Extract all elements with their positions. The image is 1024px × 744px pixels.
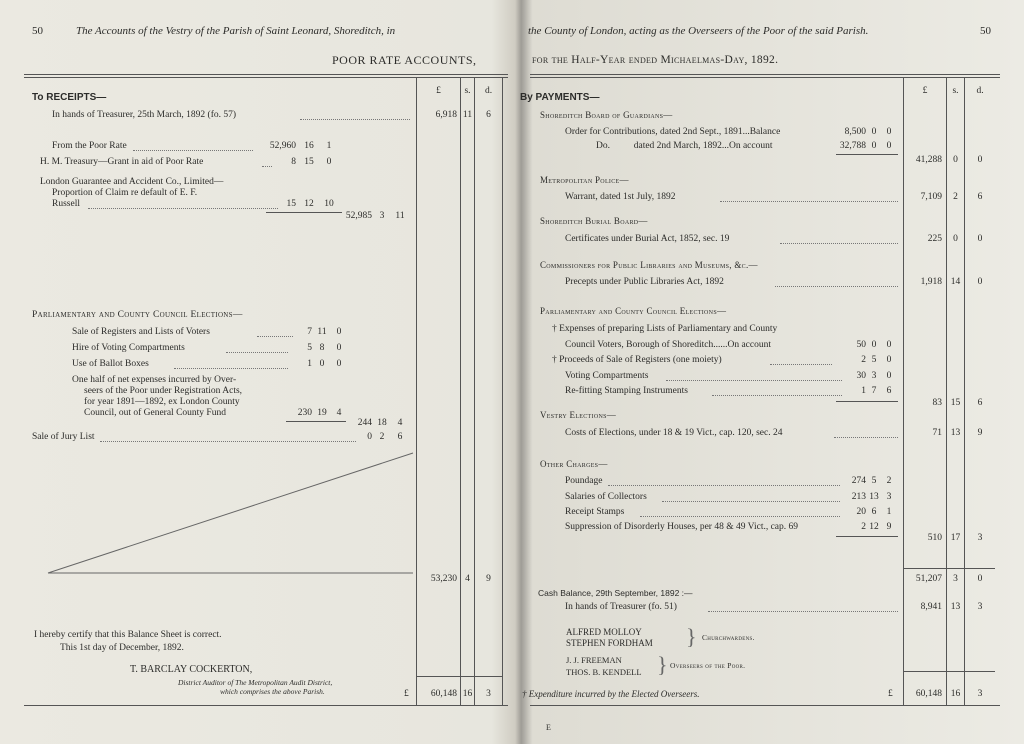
burial-pounds: 225 xyxy=(927,234,942,244)
other-heading: Other Charges— xyxy=(540,459,608,469)
half-expenses-line-2: seers of the Poor under Registration Acts, xyxy=(84,386,243,396)
poor-rate-pence: 1 xyxy=(326,141,332,151)
jury-list-pence: 6 xyxy=(397,432,403,442)
burial-pence: 0 xyxy=(977,234,983,244)
proceeds-pounds: 2 xyxy=(861,355,866,365)
jury-list-pounds: 0 xyxy=(367,432,372,442)
footnote: † Expenditure incurred by the Elected Overseers. xyxy=(522,689,700,699)
footer-signature-mark: E xyxy=(546,723,551,732)
hm-treasury-pence: 0 xyxy=(326,157,332,167)
half-expenses-line-4: Council, out of General County Fund xyxy=(84,408,226,418)
ballot-boxes-pence: 0 xyxy=(336,359,342,369)
guardians-2-shillings: 0 xyxy=(871,141,877,151)
vestry-shillings: 13 xyxy=(950,428,961,438)
hire-voting-pence: 0 xyxy=(336,343,342,353)
burial-label: Certificates under Burial Act, 1852, sec. 19 xyxy=(565,234,730,244)
cash-pounds: 8,941 xyxy=(920,602,942,612)
treasurer-shillings: 11 xyxy=(462,110,473,120)
poundage-pounds: 274 xyxy=(851,476,866,486)
cash-shillings: 13 xyxy=(950,602,961,612)
guarantee-line-3: Russell xyxy=(52,199,80,209)
expenses-pence: 0 xyxy=(886,340,892,350)
libraries-label: Precepts under Public Libraries Act, 1892 xyxy=(565,277,724,287)
churchwardens-role: Churchwardens. xyxy=(702,633,755,642)
leader-dots xyxy=(708,611,898,612)
receipt-stamps-pounds: 20 xyxy=(856,507,866,517)
guardians-1-pounds: 8,500 xyxy=(844,127,866,137)
cash-pence: 3 xyxy=(977,602,983,612)
col-head-shilling: s. xyxy=(952,86,959,96)
overseer-2: THOS. B. KENDELL xyxy=(566,667,642,677)
half-expenses-line-1: One half of net expenses incurred by Over- xyxy=(72,375,237,385)
leader-dots xyxy=(770,364,832,365)
ballot-boxes-label: Use of Ballot Boxes xyxy=(72,359,149,369)
sale-registers-label: Sale of Registers and Lists of Voters xyxy=(72,327,210,337)
hire-voting-pounds: 5 xyxy=(307,343,312,353)
jury-list-label: Sale of Jury List xyxy=(32,432,95,442)
expenses-pounds: 50 xyxy=(856,340,866,350)
payments-total-pence: 0 xyxy=(977,574,983,584)
libraries-pounds: 1,918 xyxy=(920,277,942,287)
receipt-stamps-shillings: 6 xyxy=(871,507,877,517)
receipts-heading: To RECEIPTS— xyxy=(32,92,107,103)
other-rule xyxy=(836,536,898,537)
guardians-total-shillings: 0 xyxy=(953,155,958,165)
suppression-shillings: 12 xyxy=(869,522,879,532)
leader-dots xyxy=(608,485,840,486)
salaries-pence: 3 xyxy=(886,492,892,502)
cash-balance-heading: Cash Balance, 29th September, 1892 :— xyxy=(538,588,693,598)
receipts-grand-shillings: 16 xyxy=(462,689,473,699)
suppression-label: Suppression of Disorderly Houses, per 48 & 49 Vict., cap. 69 xyxy=(565,522,799,532)
hire-voting-label: Hire of Voting Compartments xyxy=(72,343,185,353)
receipts-elections-heading: Parliamentary and County Council Elections— xyxy=(32,310,243,320)
refitting-pence: 6 xyxy=(886,386,892,396)
col-head-pence: d. xyxy=(484,86,493,96)
libraries-pence: 0 xyxy=(977,277,983,287)
subtitle-left: POOR RATE ACCOUNTS, xyxy=(332,53,477,67)
expenses-line-2: Council Voters, Borough of Shoreditch......On account xyxy=(565,340,771,350)
certify-line-2: This 1st day of December, 1892. xyxy=(60,643,184,653)
leader-dots xyxy=(780,243,898,244)
receipts-elections-total-pence: 4 xyxy=(397,418,403,428)
brace: } xyxy=(686,624,697,649)
burial-shillings: 0 xyxy=(953,234,958,244)
salaries-pounds: 213 xyxy=(851,492,866,502)
page-number-right: 50 xyxy=(980,25,991,37)
payments-elections-total-shillings: 15 xyxy=(950,398,961,408)
guarantee-pence: 10 xyxy=(324,199,334,209)
burial-heading: Shoreditch Burial Board— xyxy=(540,216,648,226)
half-expenses-pounds: 230 xyxy=(297,408,312,418)
title-right: the County of London, acting as the Overseers of the Poor of the said Parish. xyxy=(528,25,869,37)
proceeds-pence: 0 xyxy=(886,355,892,365)
voting-shillings: 3 xyxy=(871,371,877,381)
payments-total-pounds: 51,207 xyxy=(915,574,942,584)
leader-dots xyxy=(775,286,898,287)
salaries-label: Salaries of Collectors xyxy=(565,492,647,502)
police-pence: 6 xyxy=(977,192,983,202)
vestry-pounds: 71 xyxy=(932,428,942,438)
receipts-total-shillings: 4 xyxy=(465,574,470,584)
libraries-heading: Commissioners for Public Libraries and Museums, &c.— xyxy=(540,260,758,270)
receipts-elections-total-pounds: 244 xyxy=(357,418,372,428)
suppression-pence: 9 xyxy=(886,522,892,532)
receipts-grand-pence: 3 xyxy=(486,689,491,699)
guardians-1-shillings: 0 xyxy=(871,127,877,137)
police-shillings: 2 xyxy=(953,192,958,202)
leader-dots xyxy=(712,395,842,396)
payments-elections-total-pence: 6 xyxy=(977,398,983,408)
grand-symbol-left: £ xyxy=(404,689,409,699)
voting-label: Voting Compartments xyxy=(565,371,649,381)
churchwarden-2: STEPHEN FORDHAM xyxy=(566,638,653,648)
half-expenses-line-3: for year 1891—1892, ex London County xyxy=(84,397,240,407)
poundage-shillings: 5 xyxy=(871,476,877,486)
payments-total-shillings: 3 xyxy=(953,574,958,584)
treasurer-pounds: 6,918 xyxy=(435,110,457,120)
payments-total-rule xyxy=(904,568,995,569)
other-total-pence: 3 xyxy=(977,533,983,543)
vestry-label: Costs of Elections, under 18 & 19 Vict., cap. 120, sec. 24 xyxy=(565,428,783,438)
title-left: The Accounts of the Vestry of the Parish of Saint Leonard, Shoreditch, in xyxy=(76,25,396,37)
elections-payments-rule xyxy=(836,401,898,402)
payments-grand-pence: 3 xyxy=(977,689,983,699)
treasurer-label: In hands of Treasurer, 25th March, 1892 (fo. 57) xyxy=(52,110,237,120)
certify-line-1: I hereby certify that this Balance Sheet is correct. xyxy=(34,630,222,640)
overseer-1: J. J. FREEMAN xyxy=(566,655,622,665)
guardians-line-2: Do. dated 2nd March, 1892...On account xyxy=(596,141,773,151)
receipts-subtotal-pounds: 52,985 xyxy=(345,211,372,221)
guardians-total-pence: 0 xyxy=(977,155,983,165)
guardians-line-1: Order for Contributions, dated 2nd Sept., 1891...Balance xyxy=(565,127,781,137)
voting-pence: 0 xyxy=(886,371,892,381)
police-label: Warrant, dated 1st July, 1892 xyxy=(565,192,676,202)
suppression-pounds: 2 xyxy=(861,522,866,532)
grand-rule-right xyxy=(904,671,995,672)
voting-pounds: 30 xyxy=(856,371,866,381)
leader-dots xyxy=(640,516,840,517)
expenses-line-1: † Expenses of preparing Lists of Parliamentary and County xyxy=(552,324,778,334)
payments-elections-total-pounds: 83 xyxy=(932,398,942,408)
col-head-pound: £ xyxy=(436,86,441,96)
refitting-pounds: 1 xyxy=(861,386,866,396)
poundage-pence: 2 xyxy=(886,476,892,486)
receipts-total-pounds: 53,230 xyxy=(430,574,457,584)
cash-label: In hands of Treasurer (fo. 51) xyxy=(565,602,677,612)
ballot-boxes-pounds: 1 xyxy=(307,359,312,369)
grand-rule-left xyxy=(417,676,502,677)
jury-list-shillings: 2 xyxy=(379,432,385,442)
other-total-shillings: 17 xyxy=(950,533,961,543)
receipts-subtotal-pence: 11 xyxy=(395,211,405,221)
col-head-shilling: s. xyxy=(464,86,471,96)
guardians-total-pounds: 41,288 xyxy=(915,155,942,165)
guarantee-line-2: Proportion of Claim re default of E. F. xyxy=(52,188,198,198)
ballot-boxes-shillings: 0 xyxy=(319,359,325,369)
sale-registers-pounds: 7 xyxy=(307,327,312,337)
hm-treasury-label: H. M. Treasury—Grant in aid of Poor Rate xyxy=(40,157,204,167)
overseers-role: Overseers of the Poor. xyxy=(670,661,746,670)
payments-elections-heading: Parliamentary and County Council Elections— xyxy=(540,306,727,316)
hm-treasury-pounds: 8 xyxy=(291,157,296,167)
brace: } xyxy=(657,652,668,677)
receipts-grand-pounds: 60,148 xyxy=(430,689,457,699)
sale-registers-pence: 0 xyxy=(336,327,342,337)
subtitle-right: for the Half-Year ended Michaelmas-Day, 1892. xyxy=(532,54,779,66)
payments-grand-pounds: 60,148 xyxy=(915,689,942,699)
page-number-left: 50 xyxy=(32,25,43,37)
salaries-shillings: 13 xyxy=(869,492,879,502)
payments-grand-shillings: 16 xyxy=(950,689,961,699)
vestry-heading: Vestry Elections— xyxy=(540,410,617,420)
guarantee-shillings: 12 xyxy=(304,199,314,209)
vestry-pence: 9 xyxy=(977,428,983,438)
receipts-subtotal-shillings: 3 xyxy=(379,211,385,221)
police-pounds: 7,109 xyxy=(920,192,942,202)
auditor-title-1: District Auditor of The Metropolitan Audit District, xyxy=(178,678,333,687)
treasurer-pence: 6 xyxy=(486,110,491,120)
col-head-pound: £ xyxy=(922,86,928,96)
guardians-2-pence: 0 xyxy=(886,141,892,151)
poor-rate-pounds: 52,960 xyxy=(269,141,296,151)
hire-voting-shillings: 8 xyxy=(319,343,325,353)
guarantee-pounds: 15 xyxy=(286,199,296,209)
poor-rate-shillings: 16 xyxy=(304,141,314,151)
receipts-elections-total-shillings: 18 xyxy=(377,418,387,428)
other-total-pounds: 510 xyxy=(927,533,942,543)
col-head-pence: d. xyxy=(976,86,984,96)
hm-treasury-shillings: 15 xyxy=(304,157,314,167)
proceeds-shillings: 5 xyxy=(871,355,877,365)
guarantee-line-1: London Guarantee and Accident Co., Limited— xyxy=(40,177,224,187)
guardians-2-pounds: 32,788 xyxy=(839,141,866,151)
auditor-name: T. BARCLAY COCKERTON, xyxy=(130,664,253,675)
auditor-title-2: which comprises the above Parish. xyxy=(220,687,325,696)
sale-registers-shillings: 11 xyxy=(317,327,327,337)
half-expenses-pence: 4 xyxy=(336,408,342,418)
leader-dots xyxy=(834,437,898,438)
half-expenses-shillings: 19 xyxy=(317,408,327,418)
poundage-label: Poundage xyxy=(565,476,603,486)
proceeds-label: † Proceeds of Sale of Registers (one moiety) xyxy=(552,355,722,365)
police-heading: Metropolitan Police— xyxy=(540,175,629,185)
guardians-heading: Shoreditch Board of Guardians— xyxy=(540,110,673,120)
receipt-stamps-label: Receipt Stamps xyxy=(565,507,625,517)
leader-dots xyxy=(662,501,840,502)
poor-rate-label: From the Poor Rate xyxy=(52,141,127,151)
churchwarden-1: ALFRED MOLLOY xyxy=(566,627,642,637)
libraries-shillings: 14 xyxy=(950,277,961,287)
refitting-shillings: 7 xyxy=(871,386,877,396)
receipt-stamps-pence: 1 xyxy=(886,507,892,517)
refitting-label: Re-fitting Stamping Instruments xyxy=(565,386,688,396)
leader-dots xyxy=(720,201,898,202)
guardians-1-pence: 0 xyxy=(886,127,892,137)
guardians-rule xyxy=(836,154,898,155)
grand-symbol-right: £ xyxy=(888,689,893,699)
payments-heading: By PAYMENTS— xyxy=(520,92,600,103)
expenses-shillings: 0 xyxy=(871,340,877,350)
receipts-total-pence: 9 xyxy=(486,574,491,584)
leader-dots xyxy=(666,380,842,381)
